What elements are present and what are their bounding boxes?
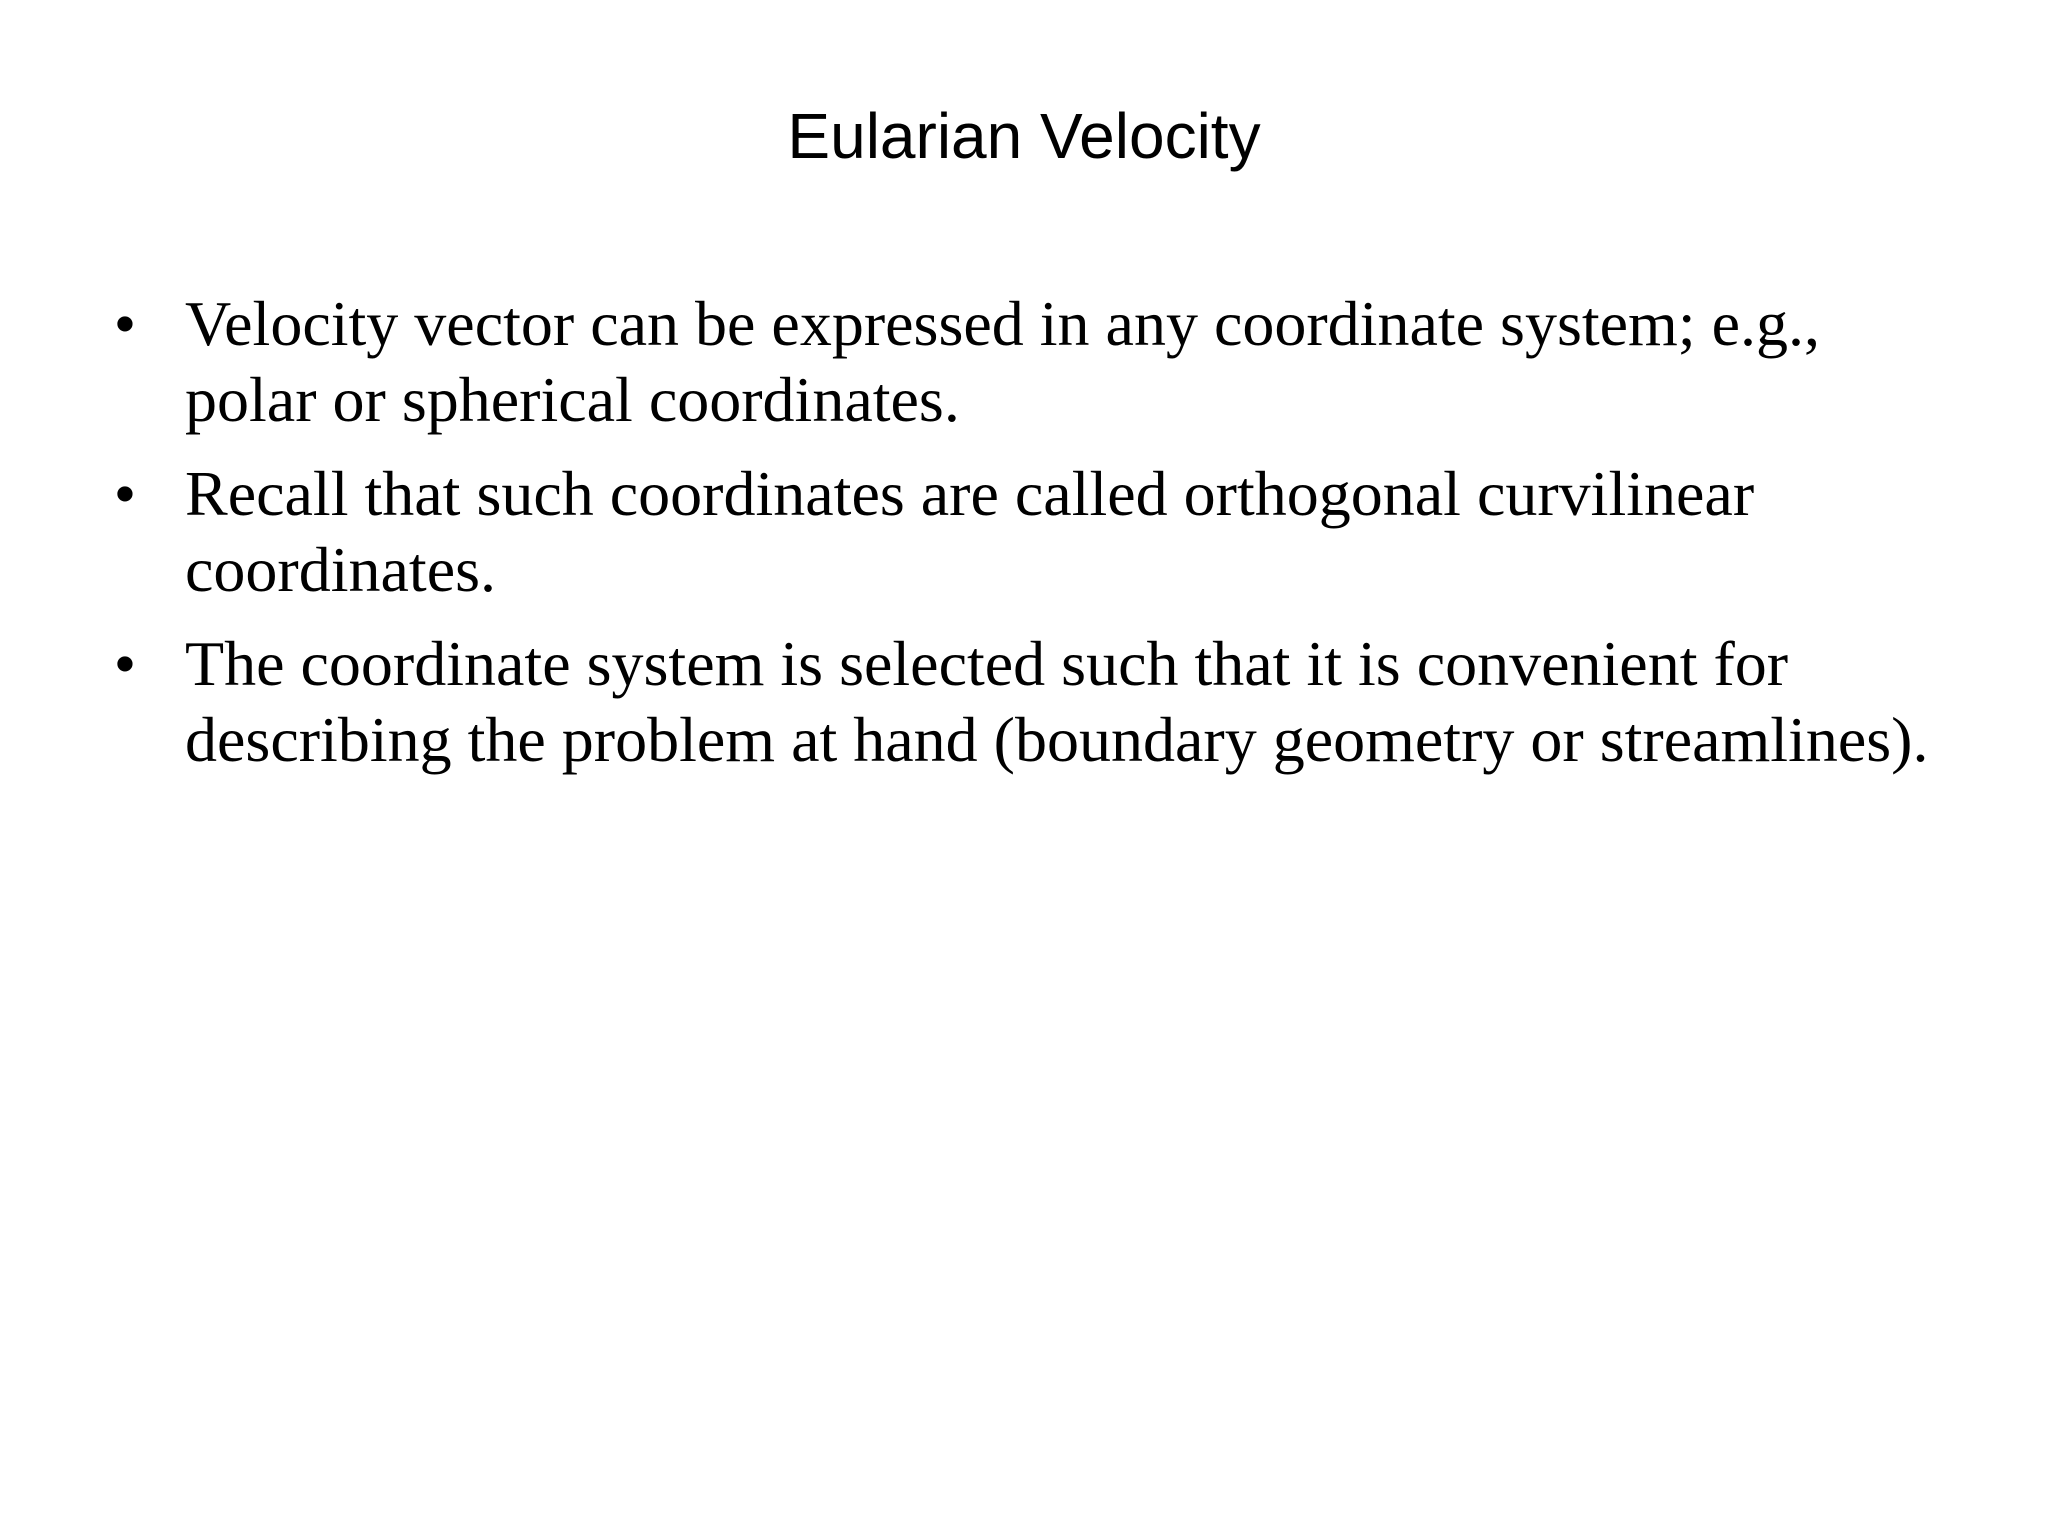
bullet-marker: • — [113, 288, 137, 359]
list-item — [105, 626, 1965, 778]
slide-title: Eularian Velocity — [787, 100, 1261, 172]
bullet-text: Velocity vector can be expressed in any coordinate system; e.g., polar or spherical coordinates. — [185, 288, 1820, 435]
list-item — [105, 456, 1965, 608]
bullet-text: Recall that such coordinates are called orthogonal curvilinear coordinates. — [185, 458, 1755, 605]
bullet-marker: • — [113, 458, 137, 529]
bullet-list — [105, 286, 1965, 796]
bullet-text: The coordinate system is selected such that it is convenient for describing the problem at hand (boundary geometry or streamlines). — [185, 628, 1929, 775]
bullet-marker: • — [113, 628, 137, 699]
list-item — [105, 286, 1965, 438]
